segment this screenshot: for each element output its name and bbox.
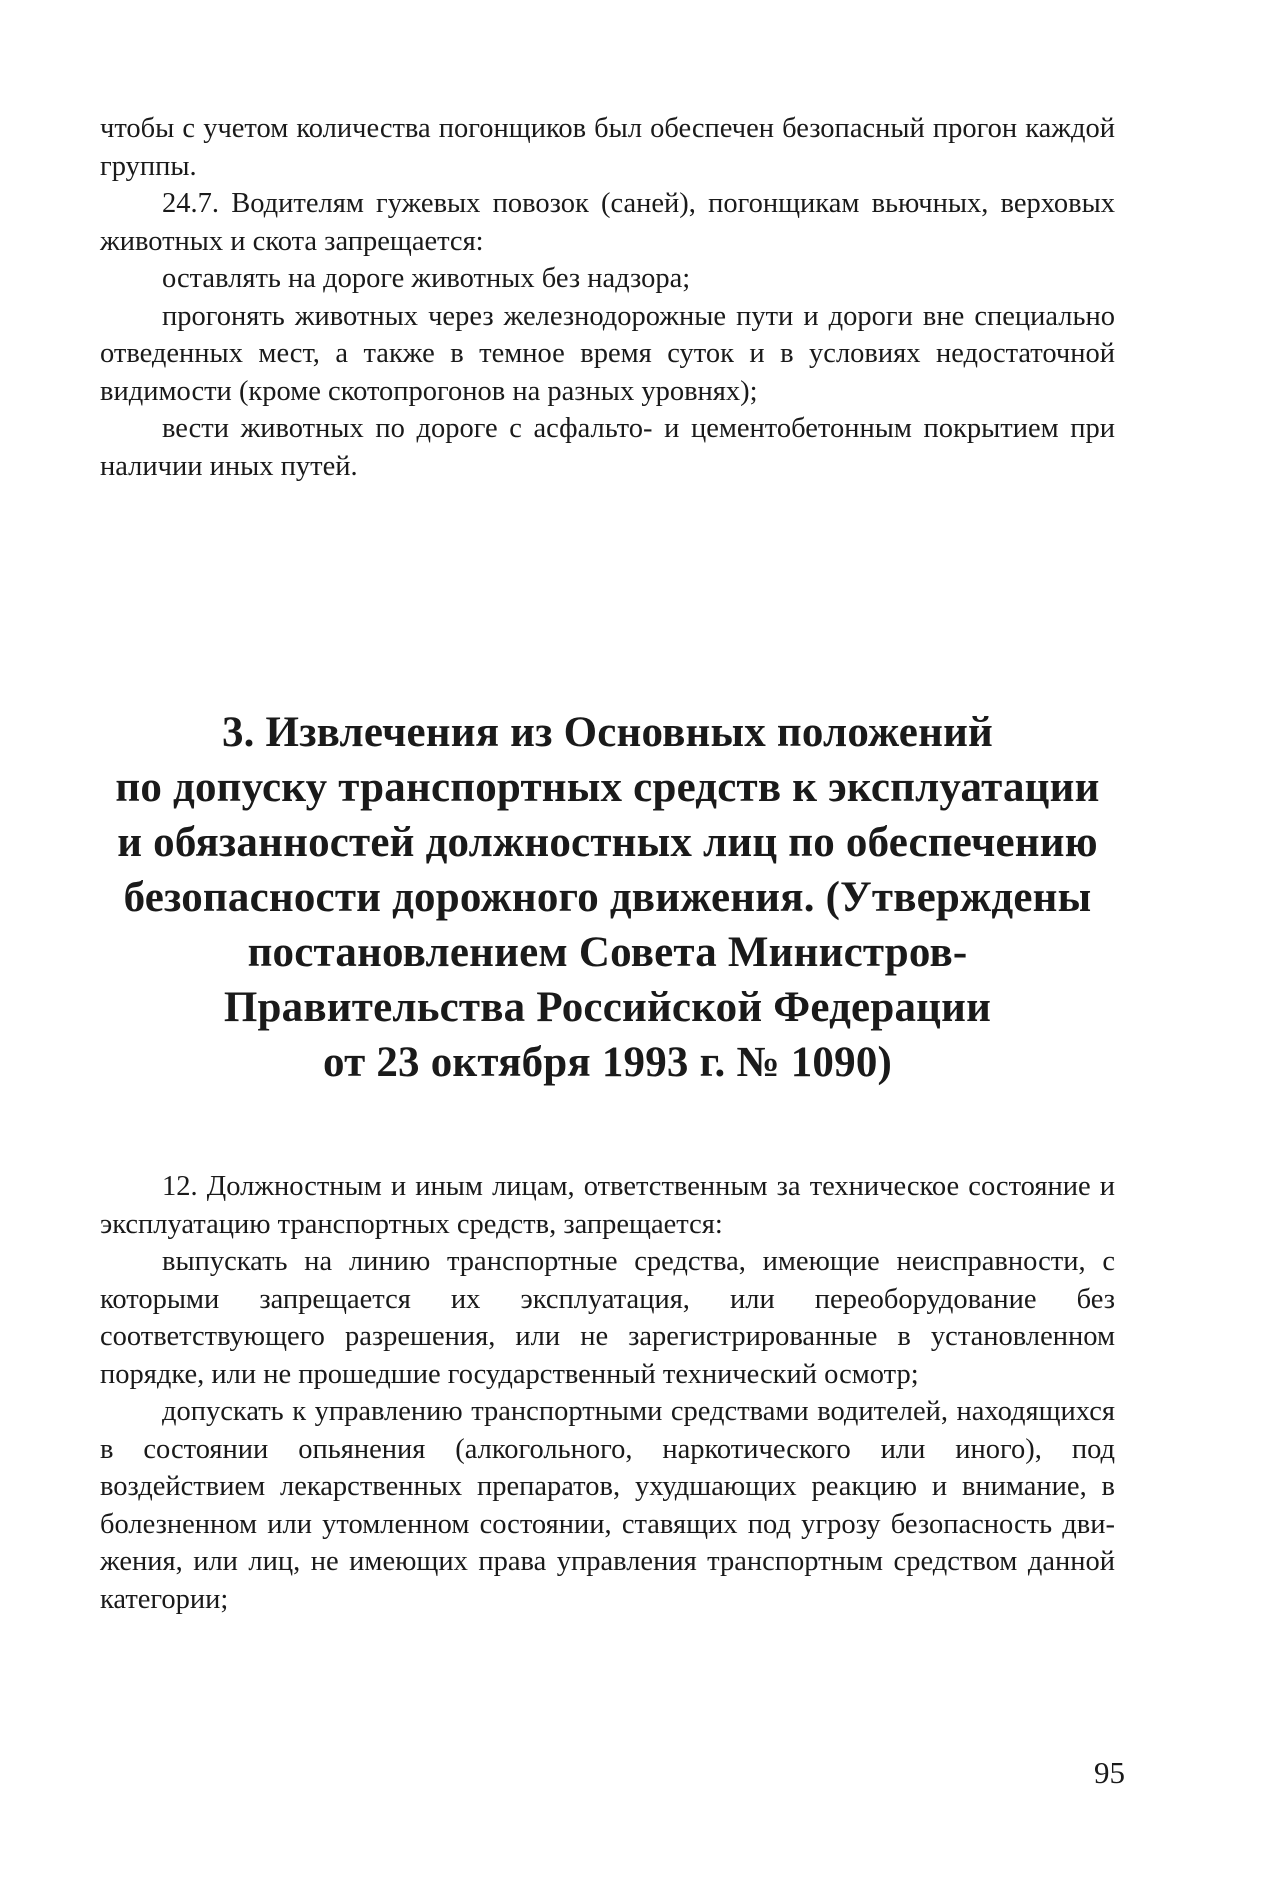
- list-item: вести животных по дороге с асфальто- и цементобетонным покрытием при наличии иных путей.: [100, 413, 1115, 482]
- heading-line: 3. Извлечения из Основных положений: [221, 709, 994, 756]
- list-item: допускать к управлению транспортными средствами водителей, находящихся в состоянии опьянения (алкогольного, наркотического или иного), под воздействием лекарственных препаратов, ухудшающих реакцию и внимание, в болезненном или утомленном состоянии, ставящих под угрозу безопасность движения, или лиц, не имеющих права управления транспортным средством данной категории;: [100, 1396, 1115, 1615]
- section-heading: [100, 705, 1115, 1090]
- list-item: оставлять на дороге животных без надзора;: [162, 263, 691, 294]
- heading-line: по допуску транспортных средств к эксплуатации: [115, 764, 1100, 811]
- heading-line: и обязанностей должностных лиц по обеспечению: [117, 819, 1098, 866]
- top-text-block: [100, 110, 1115, 485]
- continuation-paragraph: чтобы с учетом количества погонщиков был обеспечен безопасный прогон каждой группы.: [100, 113, 1115, 182]
- heading-line: постановлением Совета Министров-: [247, 929, 968, 976]
- clause-12: 12. Должностным и иным лицам, ответственным за техническое состояние и эксплуатацию транспортных средств, запрещается:: [100, 1171, 1115, 1240]
- heading-line: от 23 октября 1993 г. № 1090): [322, 1039, 893, 1086]
- list-item: выпускать на линию транспортные средства, имеющие неисправности, с которыми запрещается их эксплуатация, или переоборудование без соответствующего разрешения, или не зарегистрированные в установленном порядке, или не прошедшие государственный технический осмотр;: [100, 1246, 1115, 1390]
- page-number: 95: [1094, 1755, 1125, 1790]
- heading-line: Правительства Российской Федерации: [223, 984, 992, 1031]
- bottom-text-block: [100, 1168, 1115, 1618]
- clause-24-7: 24.7. Водителям гужевых повозок (саней), погонщикам вьючных, верховых животных и скота запрещается:: [100, 188, 1115, 257]
- heading-line: безопасности дорожного движения. (Утверждены: [123, 874, 1092, 921]
- list-item: прогонять животных через железнодорожные пути и дороги вне специально отведенных мест, а также в темное время суток и в условиях недостаточной видимости (кроме скотопрогонов на разных уровнях);: [100, 300, 1115, 407]
